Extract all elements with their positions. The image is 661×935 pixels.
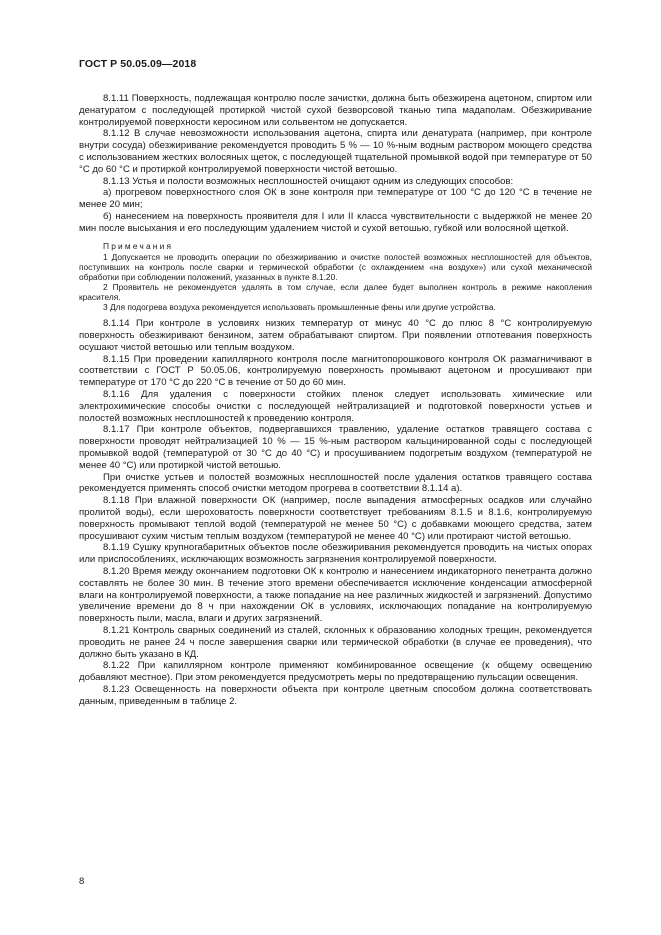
paragraph-8-1-15: 8.1.15 При проведении капиллярного контроля после магнитопорошкового контроля ОК размагничивают в соответствии с ГОСТ Р 50.05.06, контролируемую поверхность промывают ацетоном и просушивают при температуре от 170 °С до 220 °С в течение от 50 до 60 мин. [79,353,592,389]
note-1: 1 Допускается не проводить операции по обезжириванию и очистке полостей возможных несплошностей для объектов, поступивших на контроль после сварки и термической обработки (с охлаждением «на воздухе») или сухой механической обработки при соблюдении положений, указанных в пункте 8.1.20. [79,251,592,282]
paragraph-8-1-12: 8.1.12 В случае невозможности использования ацетона, спирта или денатурата (например, при контроле внутри сосуда) обезжиривание рекомендуется проводить 5 % — 10 %-ным водным раствором моющего средства с использованием жестких волосяных щеток, с последующей тщательной промывкой водой при температуре от 50 °С до 60 °С и протиркой контролируемой поверхности чистой ветошью. [79,128,592,175]
paragraph-8-1-21: 8.1.21 Контроль сварных соединений из сталей, склонных к образованию холодных трещин, рекомендуется проводить не ранее 24 ч после завершения сварки или термической обработки (в случае ее проведения), что должно быть указано в КД. [79,624,592,660]
paragraph-8-1-11: 8.1.11 Поверхность, подлежащая контролю после зачистки, должна быть обезжирена ацетоном, спиртом или денатуратом с последующей протиркой чистой сухой безворсовой тканью типа мадаполам. Обезжиривание контролируемой поверхности керосином или сольвентом не допускается. [79,93,592,128]
paragraph-8-1-23: 8.1.23 Освещенность на поверхности объекта при контроле цветным способом должна соответствовать данным, приведенным в таблице 2. [79,683,592,707]
paragraphs-continued [79,318,592,707]
notes-block [79,241,592,313]
note-2: 2 Проявитель не рекомендуется удалять в том случае, если далее будет выполнен контроль в режиме накопления красителя. [79,281,592,303]
paragraph-8-1-14: 8.1.14 При контроле в условиях низких температур от минус 40 °С до плюс 8 °С контролируемую поверхность обезжиривают бензином, затем обрабатывают спиртом. При появлении отпотевания поверхность осушают чистой ветошью или теплым воздухом. [79,318,592,353]
note-3: 3 Для подогрева воздуха рекомендуется использовать промышленные фены или другие устройства. [103,302,496,313]
notes-heading: Примечания [103,240,174,251]
paragraph-8-1-17-cont: При очистке устьев и полостей возможных несплошностей после удаления остатков травящего состава рекомендуется применять способ очистки методом прогрева в соответствии 8.1.14 а). [79,471,592,495]
paragraph-8-1-19: 8.1.19 Сушку крупногабаритных объектов после обезжиривания рекомендуется проводить на чистых опорах или приспособлениях, исключающих возможность загрязнения контролируемой поверхности. [79,542,592,566]
list-item-a: а) прогревом поверхностного слоя ОК в зоне контроля при температуре от 100 °С до 120 °С в течение не менее 20 мин; [79,187,592,211]
paragraph-8-1-20: 8.1.20 Время между окончанием подготовки ОК к контролю и нанесением индикаторного пенетранта должно составлять не более 30 мин. В течение этого времени обеспечивается исключение конденсации атмосферной влаги на контролируемой поверхности, а также попадание на нее различных жидкостей и загрязнений. Допустимо увеличение времени до 8 ч при нахождении ОК в условиях, исключающих попадание на контролируемую поверхность пыли, масла, влаги и других загрязнений. [79,565,592,625]
document-body [79,93,592,708]
list-item-b: б) нанесением на поверхность проявителя для I или II класса чувствительности с выдержкой не менее 20 мин после высыхания и его последующим удалением чистой и сухой ветошью, губкой или волосяной щеткой. [79,210,592,234]
paragraph-8-1-22: 8.1.22 При капиллярном контроле применяют комбинированное освещение (к общему освещению добавляют местное). При этом рекомендуется предусмотреть меры по предотвращению пульсации освещения. [79,660,592,684]
page-number: 8 [79,876,85,887]
paragraph-8-1-13: 8.1.13 Устья и полости возможных несплошностей очищают одним из следующих способов: [103,175,514,187]
document-header: ГОСТ Р 50.05.09—2018 [79,58,197,70]
paragraph-8-1-18: 8.1.18 При влажной поверхности ОК (например, после выпадения атмосферных осадков или случайно пролитой воды), если шероховатость поверхности соответствует требованиям 8.1.5 и 8.1.6, контролируемую поверхность промывают теплой водой (температурой не менее 50 °С) с добавками моющего средства, затем просушивают сухим чистым теплым воздухом (температурой не менее 40 °С) или протирают чистой ветошью. [79,495,592,542]
paragraph-8-1-17: 8.1.17 При контроле объектов, подвергавшихся травлению, удаление остатков травящего состава с поверхности проводят нейтрализацией 10 % — 15 %-ным раствором кальцинированной соды с последующей промывкой водой (температурой от 30 °С до 40 °С) и просушиванием подогретым воздухом (температурой не менее 40 °С) или протиркой чистой ветошью. [79,424,592,471]
paragraph-8-1-16: 8.1.16 Для удаления с поверхности стойких пленок следует использовать химические или электрохимические способы очистки с последующей нейтрализацией и подготовкой поверхности устьев и полостей возможных несплошностей к проведению контроля. [79,389,592,424]
